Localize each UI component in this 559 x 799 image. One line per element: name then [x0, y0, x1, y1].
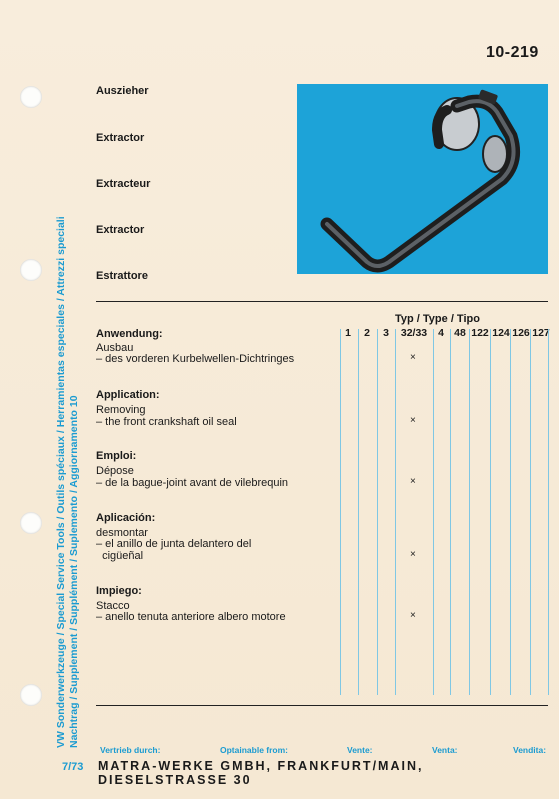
section-title-es: Aplicación:	[96, 512, 156, 524]
punch-hole	[20, 86, 42, 108]
side-banner-line1: VW Sonderwerkzeuge / Special Service Tools / Outils spéciaux / Herramientas especiales / Attrezzi speciali	[55, 216, 67, 748]
section-line: desmontar	[96, 527, 148, 539]
tool-name-it: Estrattore	[96, 270, 148, 282]
section-title-fr: Emploi:	[96, 450, 137, 462]
punch-hole	[20, 684, 42, 706]
punch-hole	[20, 259, 42, 281]
grid-line	[490, 329, 491, 695]
type-mark: ×	[410, 415, 416, 426]
type-mark: ×	[410, 549, 416, 560]
grid-line	[530, 329, 531, 695]
grid-line	[548, 329, 549, 695]
grid-line	[469, 329, 470, 695]
type-col-header: 32/33	[400, 327, 428, 339]
section-line: Ausbau	[96, 342, 134, 354]
section-title-it: Impiego:	[96, 585, 142, 597]
type-col-header: 4	[438, 327, 444, 339]
tool-name-en: Extractor	[96, 132, 145, 144]
footer-label-de: Vertrieb durch:	[100, 745, 161, 755]
type-mark: ×	[410, 476, 416, 487]
edition-code: 7/73	[62, 761, 84, 773]
tool-name-de: Auszieher	[96, 85, 149, 97]
type-mark: ×	[410, 352, 416, 363]
grid-line	[340, 329, 341, 695]
section-line: – anello tenuta anteriore albero motore	[96, 611, 286, 623]
grid-line	[510, 329, 511, 695]
punch-hole	[20, 512, 42, 534]
section-line: – des vorderen Kurbelwellen-Dichtringes	[96, 353, 295, 365]
extractor-tool-icon	[297, 84, 548, 274]
bottom-rule	[96, 705, 548, 706]
type-col-header: 127	[532, 327, 550, 339]
tool-name-es: Extractor	[96, 224, 145, 236]
type-col-header: 3	[383, 327, 389, 339]
footer-label-fr: Vente:	[347, 745, 373, 755]
type-col-header: 124	[492, 327, 510, 339]
type-table-title: Typ / Type / Tipo	[395, 313, 480, 325]
tool-name-fr: Extracteur	[96, 178, 151, 190]
grid-line	[450, 329, 451, 695]
grid-line	[433, 329, 434, 695]
type-col-header: 48	[454, 327, 466, 339]
footer-label-en: Optainable from:	[220, 745, 289, 755]
section-line: – el anillo de junta delantero del	[96, 538, 252, 550]
tool-photo	[297, 84, 548, 274]
section-title-de: Anwendung:	[96, 328, 163, 340]
type-col-header: 122	[471, 327, 489, 339]
section-line: – de la bague-joint avant de vilebrequin	[96, 477, 289, 489]
section-line: Stacco	[96, 600, 130, 612]
type-col-header: 126	[512, 327, 530, 339]
section-line: cigüeñal	[96, 550, 144, 562]
section-title-en: Application:	[96, 389, 160, 401]
grid-line	[377, 329, 378, 695]
type-col-header: 1	[345, 327, 351, 339]
footer-label-es: Venta:	[432, 745, 458, 755]
type-col-header: 2	[364, 327, 370, 339]
side-banner-line2: Nachtrag / Supplement / Supplément / Suplemento / Aggiornamento 10	[68, 395, 80, 748]
company-address: MATRA-WERKE GMBH, FRANKFURT/MAIN, DIESELSTRASSE 30	[98, 759, 424, 787]
grid-line	[358, 329, 359, 695]
sheet-number: 10-219	[486, 44, 539, 61]
type-mark: ×	[410, 610, 416, 621]
top-rule	[96, 301, 548, 302]
section-line: – the front crankshaft oil seal	[96, 416, 237, 428]
side-banner	[55, 148, 81, 748]
grid-line	[395, 329, 396, 695]
footer-label-it: Vendita:	[513, 745, 547, 755]
section-line: Removing	[96, 404, 146, 416]
section-line: Dépose	[96, 465, 134, 477]
